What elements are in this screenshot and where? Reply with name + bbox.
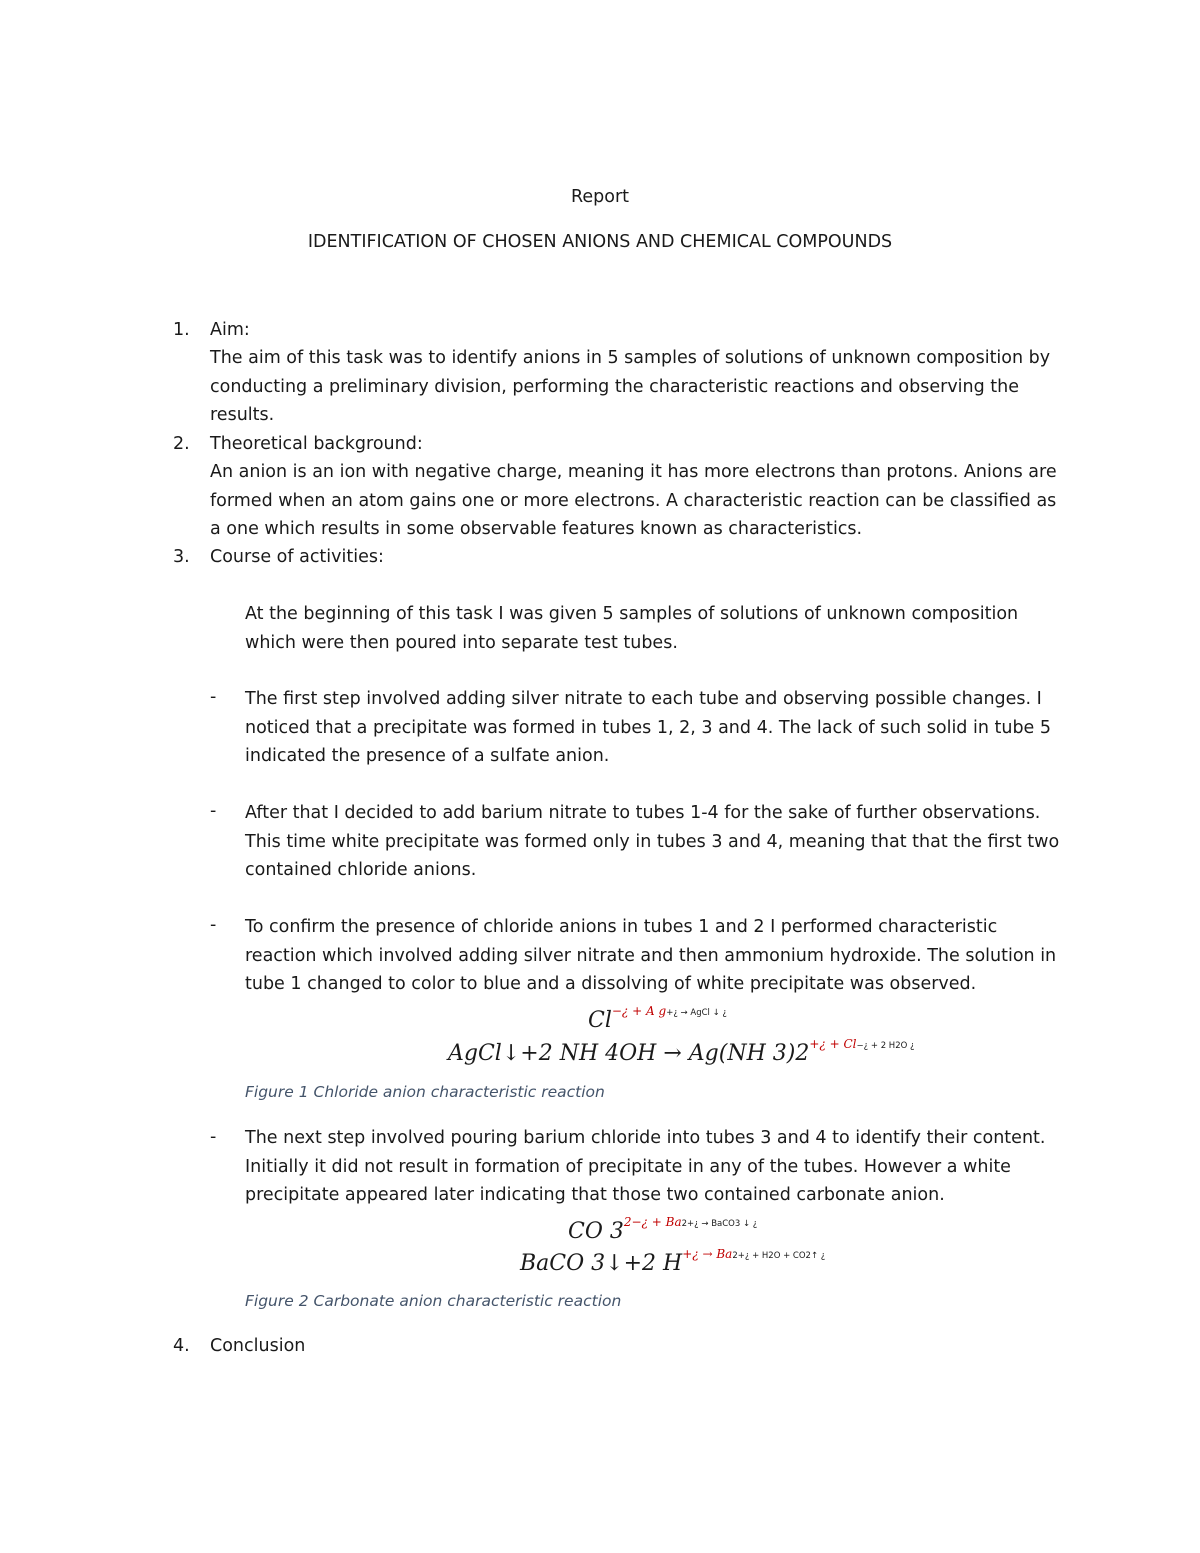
equation-chloride-2 bbox=[448, 1037, 915, 1066]
equation-superscript-small: +¿ → AgCl ↓ ¿ bbox=[666, 1008, 727, 1018]
section-heading-course: Course of activities: bbox=[210, 547, 384, 567]
text-line: noticed that a precipitate was formed in tubes 1, 2, 3 and 4. The lack of such solid in tube 5 bbox=[245, 717, 1052, 738]
text-line: precipitate appeared later indicating that those two contained carbonate anion. bbox=[245, 1185, 945, 1205]
text-line: conducting a preliminary division, performing the characteristic reactions and observing the bbox=[210, 376, 1020, 397]
equation-superscript-small: −¿ + 2 H2O ¿ bbox=[856, 1041, 915, 1051]
text-line: a one which results in some observable features known as characteristics. bbox=[210, 519, 863, 539]
equation-superscript: +¿ → Ba bbox=[682, 1247, 733, 1261]
course-intro-paragraph bbox=[245, 600, 1075, 657]
equation-superscript: 2−¿ + Ba bbox=[623, 1215, 682, 1229]
text-line: reaction which involved adding silver nitrate and then ammonium hydroxide. The solution in bbox=[245, 945, 1057, 966]
equation-carbonate-2 bbox=[520, 1247, 825, 1276]
equation-superscript: +¿ + Cl bbox=[809, 1037, 857, 1051]
equation-superscript-small: 2+¿ → BaCO3 ↓ ¿ bbox=[681, 1219, 758, 1229]
aim-paragraph bbox=[210, 344, 1070, 430]
text-line: contained chloride anions. bbox=[245, 860, 477, 880]
figure-caption-2: Figure 2 Carbonate anion characteristic reaction bbox=[245, 1292, 622, 1310]
text-line: which were then poured into separate test tubes. bbox=[245, 632, 678, 653]
equation-base: AgCl↓+2 NH 4OH → Ag(NH 3)2 bbox=[448, 1041, 810, 1066]
text-line: After that I decided to add barium nitrate to tubes 1-4 for the sake of further observations. bbox=[245, 803, 1041, 823]
section-number-theory: 2. bbox=[173, 434, 190, 454]
equation-chloride-1 bbox=[588, 1004, 727, 1033]
text-line: An anion is an ion with negative charge, meaning it has more electrons than protons. Anions are bbox=[210, 462, 1057, 482]
text-line: The aim of this task was to identify anions in 5 samples of solutions of unknown composition by bbox=[210, 348, 1051, 368]
equation-carbonate-1 bbox=[568, 1215, 757, 1244]
equation-superscript-small: 2+¿ + H2O + CO2↑ ¿ bbox=[732, 1251, 826, 1261]
equation-base: Cl bbox=[588, 1008, 612, 1033]
text-line: The first step involved adding silver nitrate to each tube and observing possible changes. I bbox=[245, 689, 1042, 709]
section-number-course: 3. bbox=[173, 547, 190, 567]
equation-base: CO 3 bbox=[568, 1219, 624, 1244]
equation-base: BaCO 3↓+2 H bbox=[520, 1251, 683, 1276]
text-line: tube 1 changed to color to blue and a dissolving of white precipitate was observed. bbox=[245, 974, 977, 994]
bullet-dash: - bbox=[210, 687, 217, 707]
text-line: Initially it did not result in formation of precipitate in any of the tubes. However a white bbox=[245, 1156, 1011, 1177]
section-number-aim: 1. bbox=[173, 320, 190, 340]
text-line: At the beginning of this task I was given 5 samples of solutions of unknown composition bbox=[245, 604, 1019, 624]
bullet-dash: - bbox=[210, 915, 217, 935]
step2-paragraph bbox=[245, 799, 1075, 885]
theory-paragraph bbox=[210, 458, 1070, 544]
text-line: The next step involved pouring barium chloride into tubes 3 and 4 to identify their content. bbox=[245, 1128, 1046, 1148]
text-line: To confirm the presence of chloride anions in tubes 1 and 2 I performed characteristic bbox=[245, 917, 998, 937]
text-line: results. bbox=[210, 405, 275, 425]
text-line: This time white precipitate was formed only in tubes 3 and 4, meaning that that the first two bbox=[245, 831, 1060, 852]
bullet-dash: - bbox=[210, 801, 217, 821]
section-heading-conclusion: Conclusion bbox=[210, 1336, 306, 1356]
section-heading-aim: Aim: bbox=[210, 320, 250, 340]
bullet-dash: - bbox=[210, 1127, 217, 1147]
text-line: formed when an atom gains one or more electrons. A characteristic reaction can be classified as bbox=[210, 490, 1057, 511]
step1-paragraph bbox=[245, 685, 1075, 771]
figure-caption-1: Figure 1 Chloride anion characteristic reaction bbox=[245, 1083, 605, 1101]
section-number-conclusion: 4. bbox=[173, 1336, 190, 1356]
step4-paragraph bbox=[245, 1124, 1075, 1210]
step3-paragraph bbox=[245, 913, 1075, 999]
section-heading-theory: Theoretical background: bbox=[210, 434, 423, 454]
document-title: IDENTIFICATION OF CHOSEN ANIONS AND CHEMICAL COMPOUNDS bbox=[307, 232, 893, 252]
report-label: Report bbox=[570, 187, 629, 207]
equation-superscript: −¿ + A g bbox=[611, 1004, 667, 1018]
text-line: indicated the presence of a sulfate anion. bbox=[245, 746, 610, 766]
